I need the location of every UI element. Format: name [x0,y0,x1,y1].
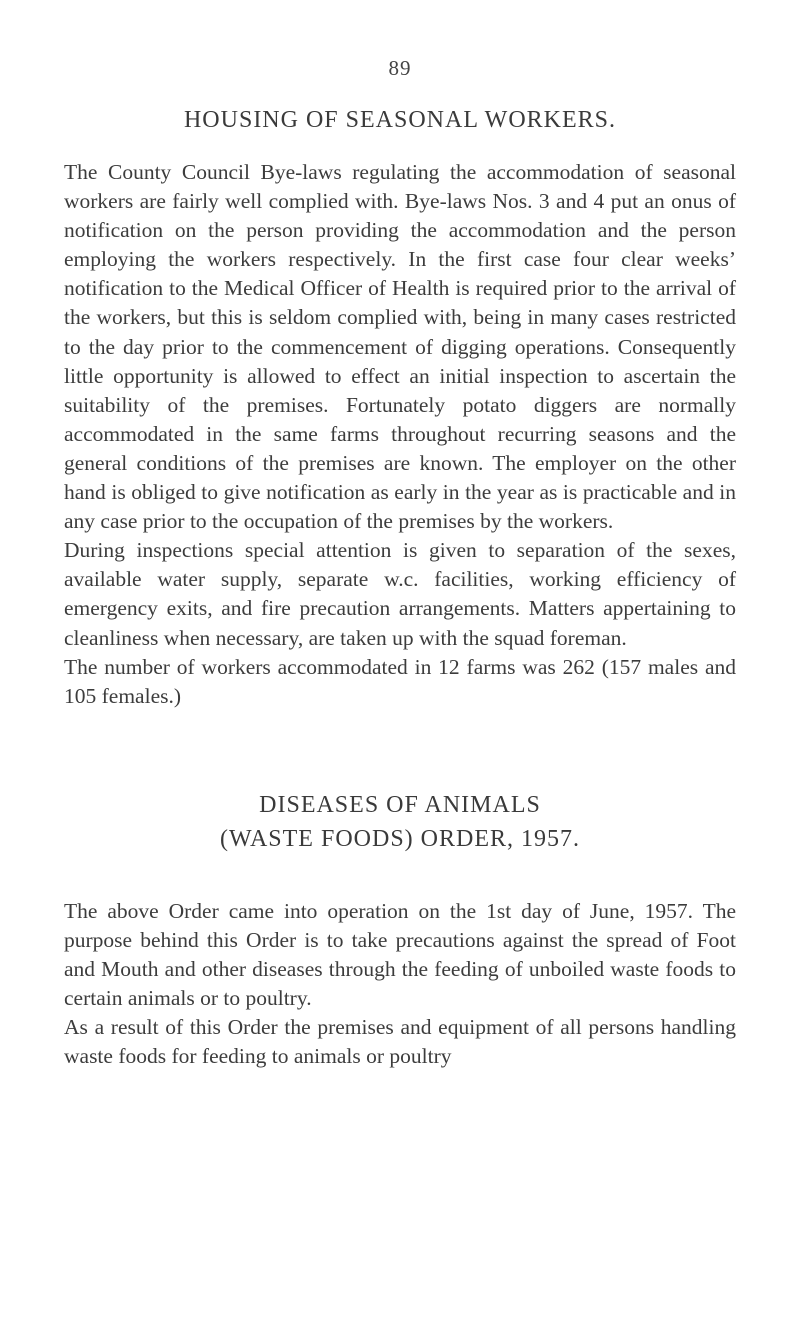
page-number: 89 [388,56,412,80]
section-body-housing [64,158,736,711]
paragraph: As a result of this Order the premises and equipment of all persons handling waste foods for feeding to animals or poultry [64,1015,736,1069]
paragraph: During inspections special attention is given to separation of the sexes, available water supply, separate w.c. facilities, working efficiency of emergency exits, and fire precaution arrangements. Matters appertaining to cleanliness when necessary, are taken up with the squad foreman. [64,538,736,650]
section-heading-line: (WASTE FOODS) ORDER, 1957. [219,826,580,852]
section-heading-diseases [0,788,800,856]
paragraph: The above Order came into operation on the 1st day of June, 1957. The purpose behind this Order is to take precautions against the spread of Foot and Mouth and other diseases through the feeding of unboiled waste foods to certain animals or to poultry. [64,899,736,1011]
section-heading-line: DISEASES OF ANIMALS [259,792,541,818]
section-body-diseases [64,897,736,1072]
paragraph: The number of workers accommodated in 12 farms was 262 (157 males and 105 females.) [64,654,736,708]
paragraph: The County Council Bye-laws regulating the accommodation of seasonal workers are fairly well complied with. Bye-laws Nos. 3 and 4 put an onus of notification on the person providing the accommodation and the person employing the workers respectively. In the first case four clear weeks’ notification to the Medical Officer of Health is required prior to the arrival of the workers, but this is seldom complied with, being in many cases restricted to the day prior to the commencement of digging operations. Consequently little opportunity is allowed to effect an initial inspection to ascertain the suitability of the premises. Fortunately potato diggers are normally accommodated in the same farms throughout recurring seasons and the general conditions of the premises are known. The employer on the other hand is obliged to give notification as early in the year as is practicable and in any case prior to the occupation of the premises by the workers. [64,160,736,534]
section-heading-housing: HOUSING OF SEASONAL WORKERS. [183,107,617,133]
